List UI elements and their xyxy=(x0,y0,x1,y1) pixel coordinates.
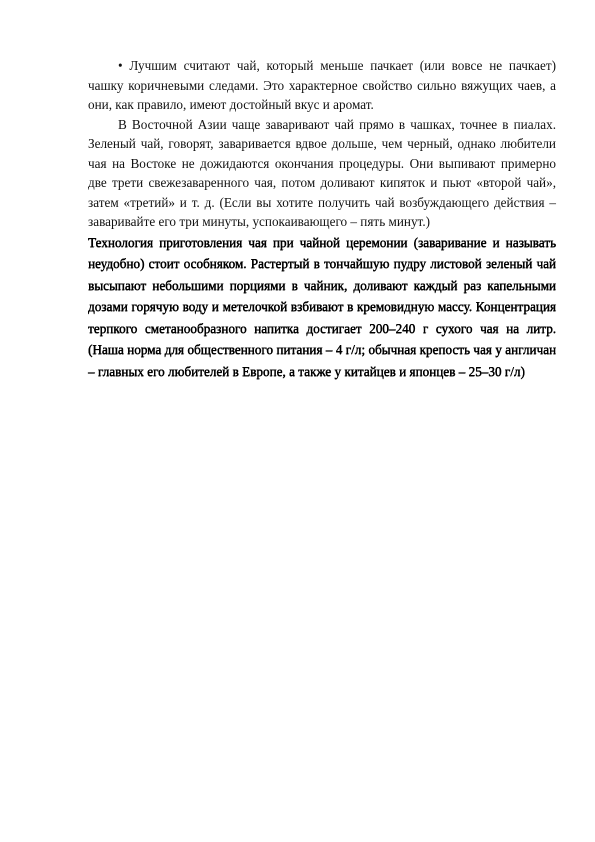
document-body xyxy=(88,56,556,383)
paragraph-tea-ceremony: Технология приготовления чая при чайной церемонии (заваривание и называть неудобно) стоит особняком. Растертый в тончайшую пудру листовой зеленый чай высыпают небольшими порциями в чайник, доливают каждый раз капельными дозами горячую воду и метелочкой взбивают в кремовидную массу. Концентрация терпкого сметанообразного напитка достигает 200–240 г сухого чая на литр. (Наша норма для общественного питания – 4 г/л; обычная крепость чая у англичан – главных его любителей в Европе, а также у китайцев и японцев – 25–30 г/л) xyxy=(88,234,556,380)
paragraph-tea-stains: • Лучшим считают чай, который меньше пачкает (или вовсе не пачкает) чашку коричневыми следами. Это характерное свойство сильно вяжущих чаев, а они, как правило, имеют достойный вкус и аромат. xyxy=(88,58,556,112)
paragraph-east-asia-brewing: В Восточной Азии чаще заваривают чай прямо в чашках, точнее в пиалах. Зеленый чай, говорят, заваривается вдвое дольше, чем черный, однако любители чая на Востоке не дожидаются окончания процедуры. Они выпивают примерно две трети свежезаваренного чая, потом доливают кипяток и пьют «второй чай», затем «третий» и т. д. (Если вы хотите получить чай возбуждающего действия – заваривайте его три минуты, успокаивающего – пять минут.) xyxy=(88,116,556,229)
